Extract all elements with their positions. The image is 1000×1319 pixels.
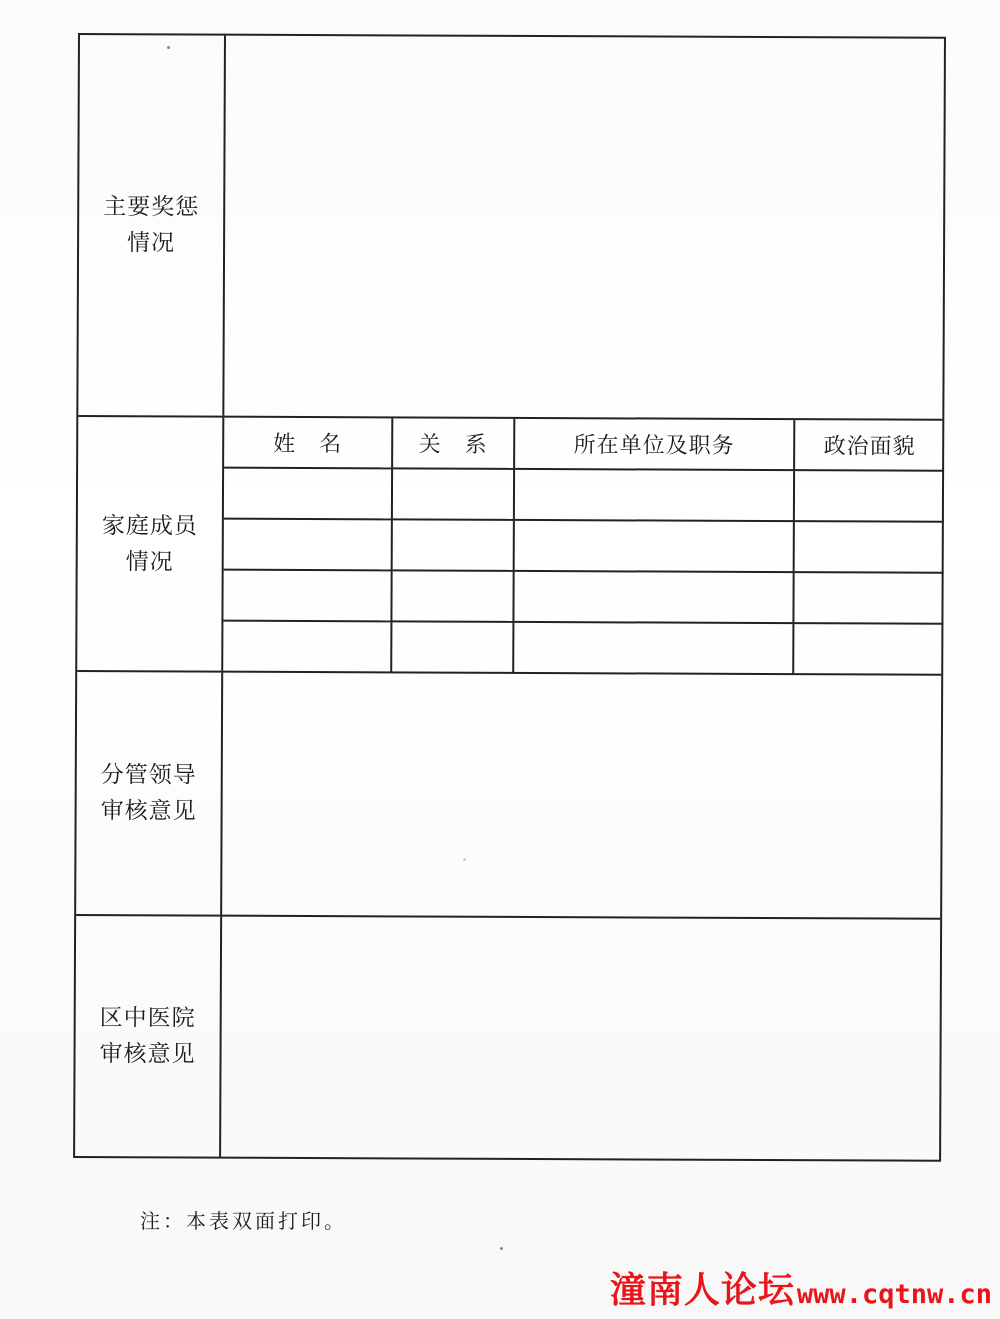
header-political-status: 政治面貌 [794, 420, 944, 471]
hospital-review-section [75, 916, 940, 1160]
application-form [73, 33, 946, 1162]
scan-speck [500, 1247, 503, 1250]
leader-review-label [101, 757, 197, 829]
table-row [223, 570, 943, 624]
name-cell[interactable] [223, 570, 391, 622]
watermark-url: www.cqtnw.cn [796, 1279, 992, 1310]
political-status-cell[interactable] [793, 572, 943, 624]
employer-cell[interactable] [513, 571, 793, 623]
political-status-cell[interactable] [794, 470, 944, 522]
family-label-cell [77, 417, 224, 671]
header-employer-position: 所在单位及职务 [514, 419, 794, 470]
leader-review-label-cell [76, 672, 223, 915]
header-relation: 关 系 [392, 418, 514, 469]
family-table-header-row [224, 418, 944, 471]
employer-cell[interactable] [513, 622, 793, 674]
family-label [102, 508, 198, 580]
hospital-review-label [99, 1000, 195, 1072]
relation-cell[interactable] [391, 621, 513, 673]
relation-cell[interactable] [392, 468, 514, 520]
hospital-review-label-line1: 区中医院 [99, 1005, 196, 1032]
family-members-table [223, 418, 944, 675]
leader-review-label-line1: 分管领导 [100, 762, 197, 789]
print-note: 注：本表双面打印。 [140, 1209, 347, 1233]
scan-speck [167, 46, 170, 49]
site-watermark [610, 1269, 992, 1313]
employer-cell[interactable] [514, 520, 794, 572]
table-row [224, 519, 944, 573]
leader-review-label-line2: 审核意见 [100, 798, 197, 825]
rewards-label-line2: 情况 [127, 230, 176, 257]
watermark-site-name: 潼南人论坛 [609, 1270, 795, 1311]
hospital-review-label-line2: 审核意见 [99, 1041, 196, 1068]
family-label-line1: 家庭成员 [101, 512, 198, 540]
relation-cell[interactable] [391, 570, 513, 622]
leader-review-content-field[interactable] [222, 673, 941, 918]
name-cell[interactable] [224, 468, 392, 520]
hospital-review-label-cell [75, 916, 222, 1157]
leader-review-section [76, 672, 941, 920]
family-label-line2: 情况 [125, 548, 174, 575]
rewards-label [103, 189, 199, 261]
scan-speck [463, 858, 466, 861]
rewards-label-cell [78, 35, 226, 416]
relation-cell[interactable] [392, 519, 514, 571]
name-cell[interactable] [224, 519, 392, 571]
table-row [224, 468, 944, 522]
political-status-cell[interactable] [794, 521, 944, 573]
family-section [77, 417, 942, 676]
name-cell[interactable] [223, 621, 391, 673]
header-name: 姓 名 [224, 418, 392, 469]
table-row [223, 621, 943, 675]
rewards-section [78, 35, 944, 421]
rewards-content-field[interactable] [224, 36, 944, 419]
rewards-label-line1: 主要奖惩 [103, 194, 200, 221]
political-status-cell[interactable] [793, 623, 943, 675]
employer-cell[interactable] [514, 469, 794, 521]
hospital-review-content-field[interactable] [221, 917, 940, 1160]
family-table-cell [223, 418, 942, 674]
